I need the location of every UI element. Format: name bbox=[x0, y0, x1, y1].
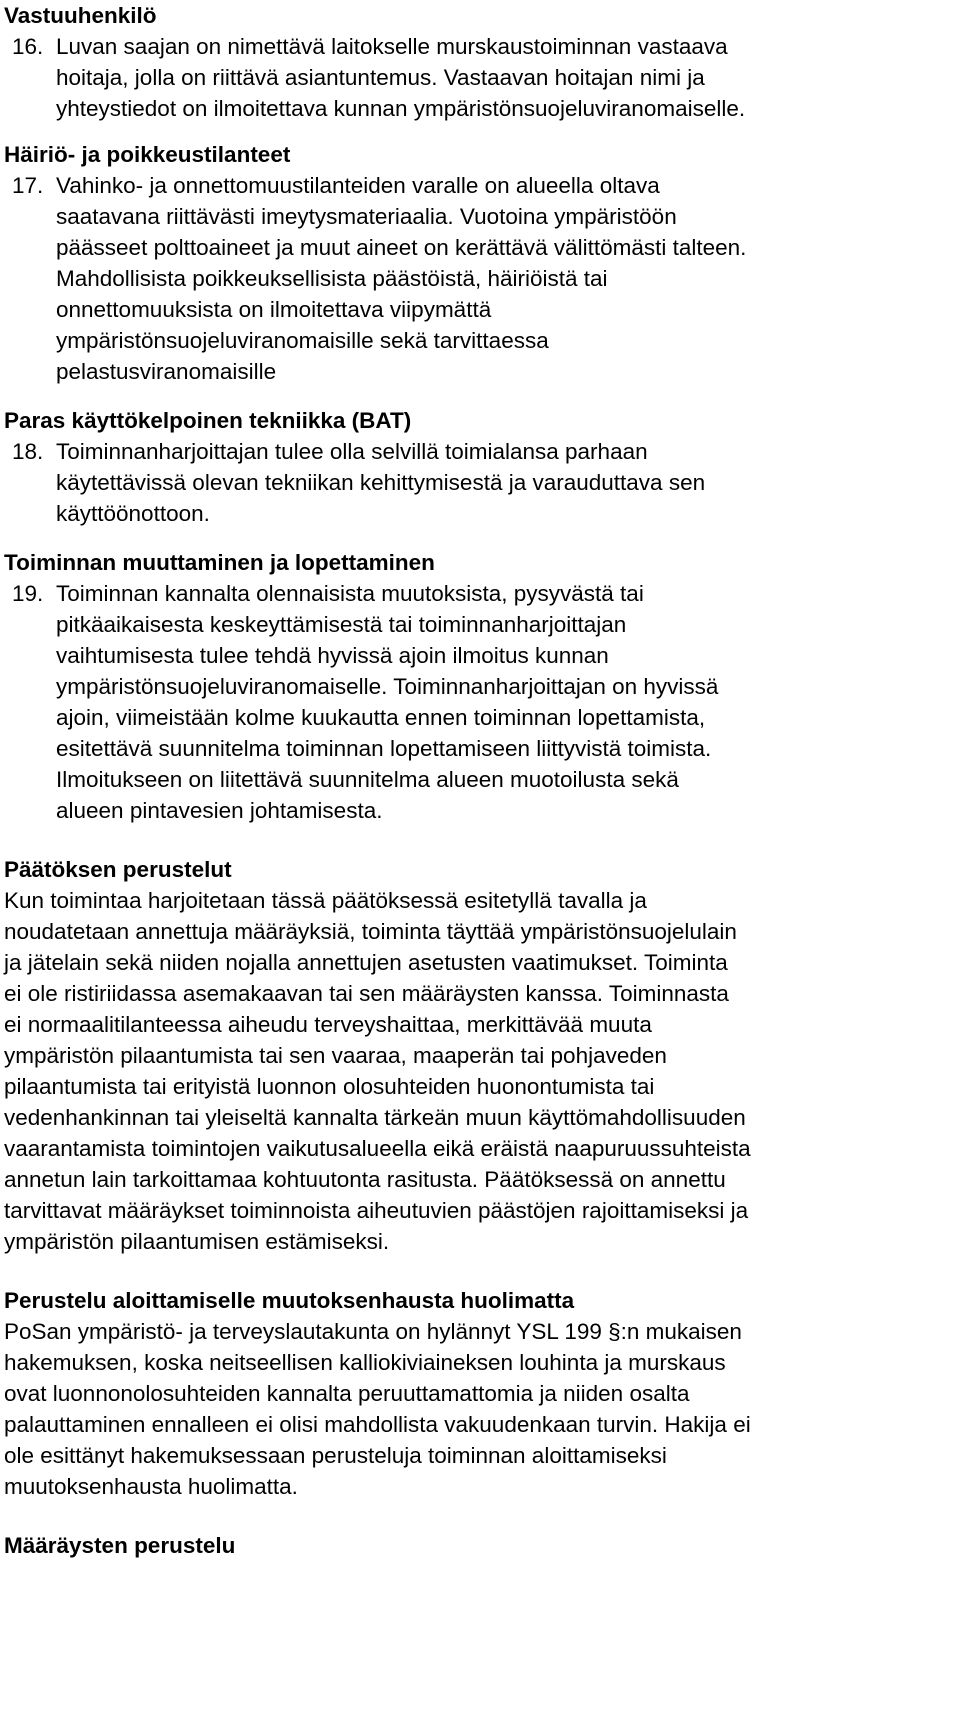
item-text: Luvan saajan on nimettävä laitokselle murskaustoiminnan vastaava hoitaja, jolla on riittävä asiantuntemus. Vastaavan hoitajan nimi ja yhteystiedot on ilmoitettava kunnan ympäristönsuojeluviranomaiselle. bbox=[56, 34, 746, 121]
paragraph-aloittaminen: PoSan ympäristö- ja terveyslautakunta on hylännyt YSL 199 §:n mukaisen hakemuksen, koska neitseellisen kalliokiviaineksen louhinta ja murskaus ovat luonnonolosuhteiden kannalta peruuttamattomia ja niiden osalta palauttaminen ennalleen ei olisi mahdollista vakuudenkaan turvin. Hakija ei ole esittänyt hakemuksessaan perusteluja toiminnan aloittamiseksi muutoksenhausta huolimatta. bbox=[4, 1319, 751, 1499]
heading-hairio: Häiriö- ja poikkeustilanteet bbox=[4, 142, 291, 167]
item-text: Toiminnanharjoittajan tulee olla selvillä toimialansa parhaan käytettävissä olevan tekniikan kehittymisestä ja varauduttava sen käyttöönottoon. bbox=[56, 439, 706, 526]
heading-aloittaminen: Perustelu aloittamiselle muutoksenhausta huolimatta bbox=[4, 1288, 575, 1313]
list-item-17 bbox=[4, 170, 960, 387]
heading-paatoksen-perustelut: Päätöksen perustelut bbox=[4, 857, 232, 882]
heading-toiminnan-muuttaminen: Toiminnan muuttaminen ja lopettaminen bbox=[4, 550, 435, 575]
heading-bat: Paras käyttökelpoinen tekniikka (BAT) bbox=[4, 408, 412, 433]
item-number: 17. bbox=[12, 173, 44, 198]
heading-maaraysten-perustelu: Määräysten perustelu bbox=[4, 1533, 236, 1558]
item-number: 18. bbox=[12, 439, 44, 464]
heading-vastuuhenkilo: Vastuuhenkilö bbox=[4, 3, 157, 28]
item-number: 16. bbox=[12, 34, 44, 59]
list-item-19 bbox=[4, 578, 960, 826]
paragraph-perustelut: Kun toimintaa harjoitetaan tässä päätöksessä esitetyllä tavalla ja noudatetaan annettuja määräyksiä, toiminta täyttää ympäristönsuojelulain ja jätelain sekä niiden nojalla annettujen asetusten vaatimukset. Toiminta ei ole ristiriidassa asemakaavan tai sen määräysten kanssa. Toiminnasta ei normaalitilanteessa aiheudu terveyshaittaa, merkittävää muuta ympäristön pilaantumista tai sen vaaraa, maaperän tai pohjaveden pilaantumista tai erityistä luonnon olosuhteiden huonontumista tai vedenhankinnan tai yleiseltä kannalta tärkeän muun käyttömahdollisuuden vaarantamista toimintojen vaikutusalueella eikä eräistä naapuruussuhteista annetun lain tarkoittamaa kohtuutonta rasitusta. Päätöksessä on annettu tarvittavat määräykset toiminnoista aiheutuvien päästöjen rajoittamiseksi ja ympäristön pilaantumisen estämiseksi. bbox=[4, 888, 751, 1254]
list-item-18 bbox=[4, 436, 960, 529]
item-text: Toiminnan kannalta olennaisista muutoksista, pysyvästä tai pitkäaikaisesta keskeyttämisestä tai toiminnanharjoittajan vaihtumisesta tulee tehdä hyvissä ajoin ilmoitus kunnan ympäristönsuojeluviranomaiselle. Toiminnanharjoittajan on hyvissä ajoin, viimeistään kolme kuukautta ennen toiminnan lopettamista, esitettävä suunnitelma toiminnan lopettamiseen liittyvistä toimista. Ilmoitukseen on liitettävä suunnitelma alueen muotoilusta sekä alueen pintavesien johtamisesta. bbox=[56, 581, 719, 823]
item-text: Vahinko- ja onnettomuustilanteiden varalle on alueella oltava saatavana riittävästi imeytysmateriaalia. Vuotoina ympäristöön päässeet polttoaineet ja muut aineet on kerättävä välittömästi talteen. Mahdollisista poikkeuksellisista päästöistä, häiriöistä tai onnettomuuksista on ilmoitettava viipymättä ympäristönsuojeluviranomaisille sekä tarvittaessa pelastusviranomaisille bbox=[56, 173, 747, 384]
item-number: 19. bbox=[12, 581, 44, 606]
list-item-16 bbox=[4, 31, 960, 124]
